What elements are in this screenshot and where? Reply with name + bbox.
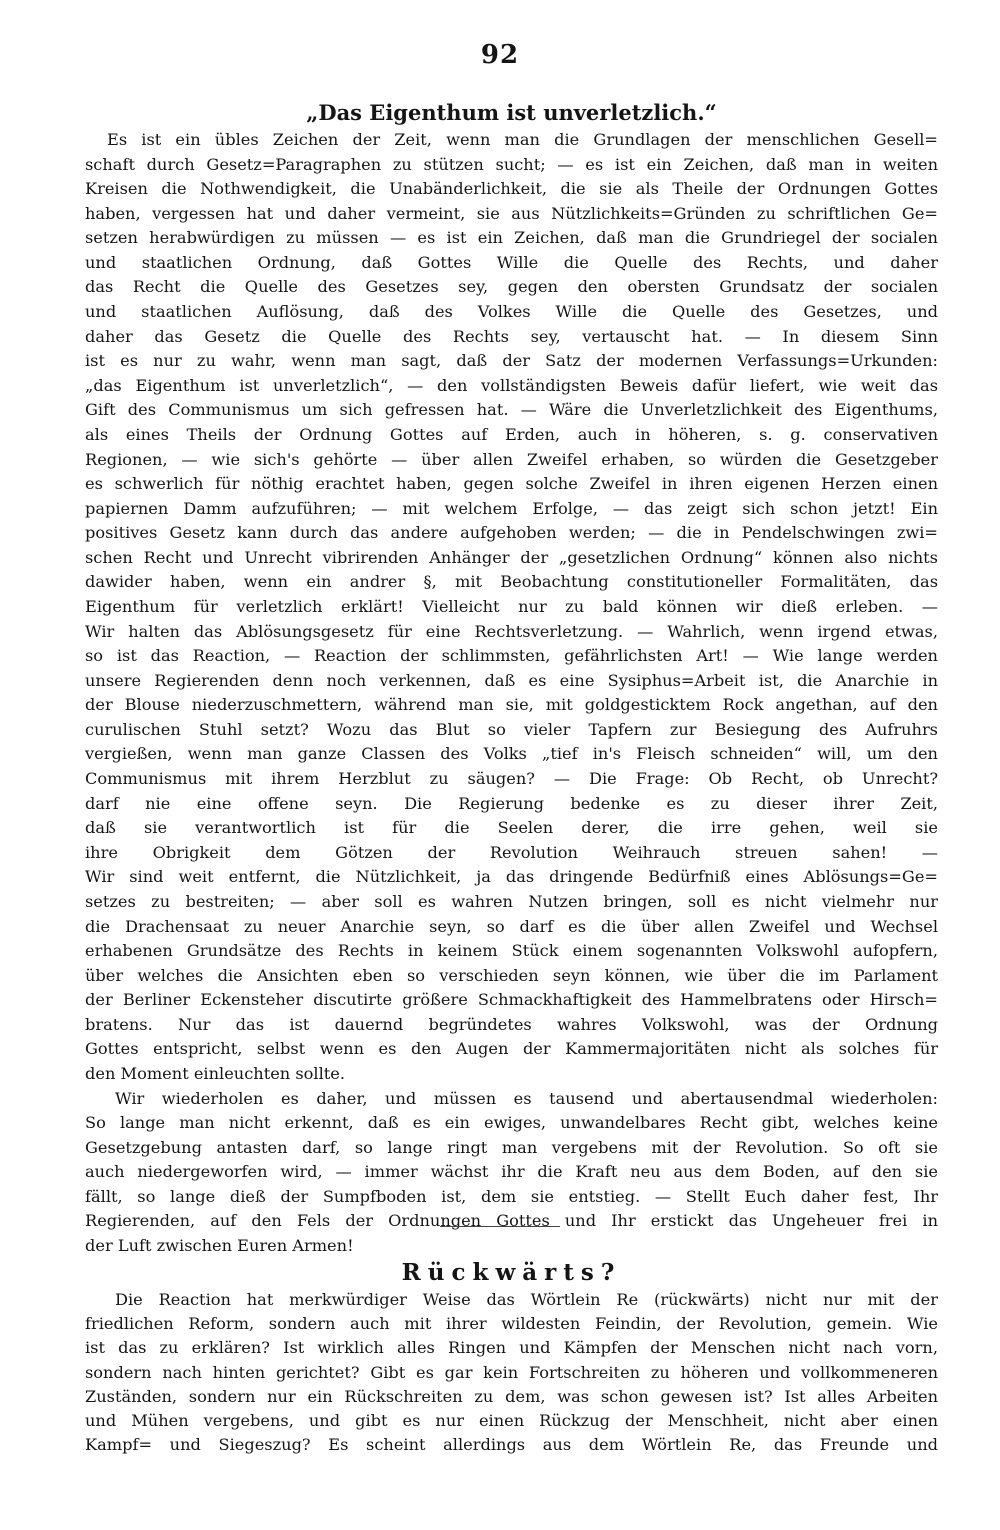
text-line: Regionen, — wie sich's gehörte — über allen Zweifel erhaben, so würden die Gesetzgeber (85, 449, 938, 469)
text-line: fällt, so lange dieß der Sumpfboden ist, dem sie entstieg. — Stellt Euch daher fest, Ihr (85, 1186, 938, 1206)
text-line: die Drachensaat zu neuer Anarchie seyn, so darf es die über allen Zweifel und Wechsel (85, 916, 938, 936)
text-line: daher das Gesetz die Quelle des Rechts sey, vertauscht hat. — In diesem Sinn (85, 326, 938, 346)
text-line: das Recht die Quelle des Gesetzes sey, gegen den obersten Grundsatz der socialen (85, 277, 938, 297)
text-line: schaft durch Gesetz=Paragraphen zu stützen sucht; — es ist ein Zeichen, daß man in weiten (85, 154, 938, 174)
text-line: Kampf= und Siegeszug? Es scheint allerdings aus dem Wörtlein Re, das Freunde und (85, 1435, 938, 1455)
text-line: ihre Obrigkeit dem Götzen der Revolution Weihrauch streuen sahen! — (85, 842, 938, 862)
text-line: dawider haben, wenn ein andrer §, mit Beobachtung constitutioneller Formalitäten, das (85, 572, 938, 592)
text-line: Gottes entspricht, selbst wenn es den Augen der Kammermajoritäten nicht als solches für (85, 1039, 938, 1059)
text-line: der Berliner Eckensteher discutirte größere Schmackhaftigkeit des Hammelbratens oder Hirsch= (85, 990, 938, 1010)
text-line: papiernen Damm aufzuführen; — mit welchem Erfolge, — das zeigt sich schon jetzt! Ein (85, 498, 938, 518)
text-line: über welches die Ansichten eben so verschieden seyn können, wie über die im Parlament (85, 965, 938, 985)
text-line: ist es nur zu wahr, wenn man sagt, daß der Satz der modernen Verfassungs=Urkunden: (85, 351, 938, 371)
text-line: Communismus mit ihrem Herzblut zu säugen? — Die Frage: Ob Recht, ob Unrecht? (85, 769, 938, 789)
text-line: setzen herabwürdigen zu müssen — es ist ein Zeichen, daß man die Grundriegel der socialen (85, 228, 938, 248)
text-line: sondern nach hinten gerichtet? Gibt es gar kein Fortschreiten zu höheren und vollkommeneren (85, 1362, 938, 1382)
text-line: Die Reaction hat merkwürdiger Weise das Wörtlein Re (rückwärts) nicht nur mit der (115, 1290, 938, 1309)
article-body (85, 128, 938, 1259)
text-line: erhabenen Grundsätze des Rechts in keinem Stück einem sogenannten Volkswohl aufopfern, (85, 941, 938, 961)
text-line: friedlichen Reform, sondern auch mit ihrer wildesten Feindin, der Revolution, gemein. Wie (85, 1314, 938, 1334)
text-line: als eines Theils der Ordnung Gottes auf Erden, auch in höheren, s. g. conservativen (85, 424, 938, 444)
article-rueckwaerts (85, 1258, 938, 1457)
text-line: und staatlichen Auflösung, daß des Volkes Wille die Quelle des Gesetzes, und (85, 302, 938, 322)
text-line: ist das zu erklären? Ist wirklich alles Ringen und Kämpfen der Menschen nicht nach vorn, (85, 1338, 938, 1358)
article-eigenthum (85, 98, 938, 1259)
text-line: curulischen Stuhl setzt? Wozu das Blut so vieler Tapfern zur Besiegung des Aufruhrs (85, 719, 938, 739)
text-line: und Mühen vergebens, und gibt es nur einen Rückzug der Menschheit, nicht aber einen (85, 1410, 938, 1430)
text-line: Wir sind weit entfernt, die Nützlichkeit, ja das dringende Bedürfniß eines Ablösungs=Ge= (85, 867, 938, 887)
text-line: Wir wiederholen es daher, und müssen es tausend und abertausendmal wiederholen: (115, 1088, 938, 1108)
article-title: Rückwärts? (401, 1259, 622, 1286)
text-line: auch niedergeworfen wird, — immer wächst ihr die Kraft neu aus dem Boden, auf den sie (85, 1162, 938, 1182)
text-line: „das Eigenthum ist unverletzlich“, — den vollständigsten Beweis dafür liefert, wie weit das (85, 375, 938, 395)
text-line: Eigenthum für verletzlich erklärt! Vielleicht nur zu bald können wir dieß erleben. — (85, 596, 938, 616)
text-line: positives Gesetz kann durch das andere aufgehoben werden; — die in Pendelschwingen zwi= (85, 523, 938, 543)
text-line: daß sie verantwortlich ist für die Seelen derer, die irre gehen, weil sie (85, 818, 938, 838)
text-line: Gift des Communismus um sich gefressen hat. — Wäre die Unverletzlichkeit des Eigenthums, (85, 400, 938, 420)
text-line: vergießen, wenn man ganze Classen des Volks „tief in's Fleisch schneiden“ will, um den (85, 744, 938, 764)
page-number: 92 (480, 40, 520, 70)
text-line: setzes zu bestreiten; — aber soll es wahren Nutzen bringen, soll es nicht vielmehr nur (85, 891, 938, 911)
text-line: schen Recht und Unrecht vibrirenden Anhänger der „gesetzlichen Ordnung“ können also nichts (85, 547, 938, 567)
text-line: so ist das Reaction, — Reaction der schlimmsten, gefährlichsten Art! — Wie lange werden (85, 646, 938, 666)
text-line: darf nie eine offene seyn. Die Regierung bedenke es zu dieser ihrer Zeit, (85, 793, 938, 813)
text-line: Zuständen, sondern nur ein Rückschreiten zu dem, was schon gewesen ist? Ist alles Arbeiten (85, 1386, 938, 1406)
text-line: den Moment einleuchten sollte. (85, 1063, 345, 1083)
text-line: unsere Regierenden denn noch verkennen, daß es eine Sysiphus=Arbeit ist, die Anarchie in (85, 670, 938, 690)
section-divider (440, 1226, 560, 1227)
article-title: „Das Eigenthum ist unverletzlich.“ (306, 100, 717, 125)
text-line: So lange man nicht erkennt, daß es ein ewiges, unwandelbares Recht gibt, welches keine (85, 1113, 938, 1133)
text-line: Gesetzgebung antasten darf, so lange ringt man vergebens mit der Revolution. So oft sie (85, 1137, 938, 1157)
text-line: der Blouse niederzuschmettern, während man sie, mit goldgesticktem Rock angethan, auf den (85, 695, 938, 715)
text-line: haben, vergessen hat und daher vermeint, sie aus Nützlichkeits=Gründen zu schriftlichen Ge= (85, 203, 938, 223)
text-line: Es ist ein übles Zeichen der Zeit, wenn man die Grundlagen der menschlichen Gesell= (107, 130, 938, 149)
text-line: Wir halten das Ablösungsgesetz für eine Rechtsverletzung. — Wahrlich, wenn irgend etwas, (85, 621, 938, 641)
text-line: es schwerlich für nöthig erachtet haben, gegen solche Zweifel in ihren eigenen Herzen einen (85, 474, 938, 494)
article-body (85, 1288, 938, 1457)
text-line: Regierenden, auf den Fels der Ordnungen Gottes und Ihr erstickt das Ungeheuer frei in (85, 1211, 938, 1231)
text-line: bratens. Nur das ist dauernd begründetes wahres Volkswohl, was der Ordnung (85, 1014, 938, 1034)
text-line: Kreisen die Nothwendigkeit, die Unabänderlichkeit, die sie als Theile der Ordnungen Gottes (85, 179, 938, 199)
text-line: der Luft zwischen Euren Armen! (85, 1236, 354, 1256)
text-line: und staatlichen Ordnung, daß Gottes Wille die Quelle des Rechts, und daher (85, 252, 938, 272)
